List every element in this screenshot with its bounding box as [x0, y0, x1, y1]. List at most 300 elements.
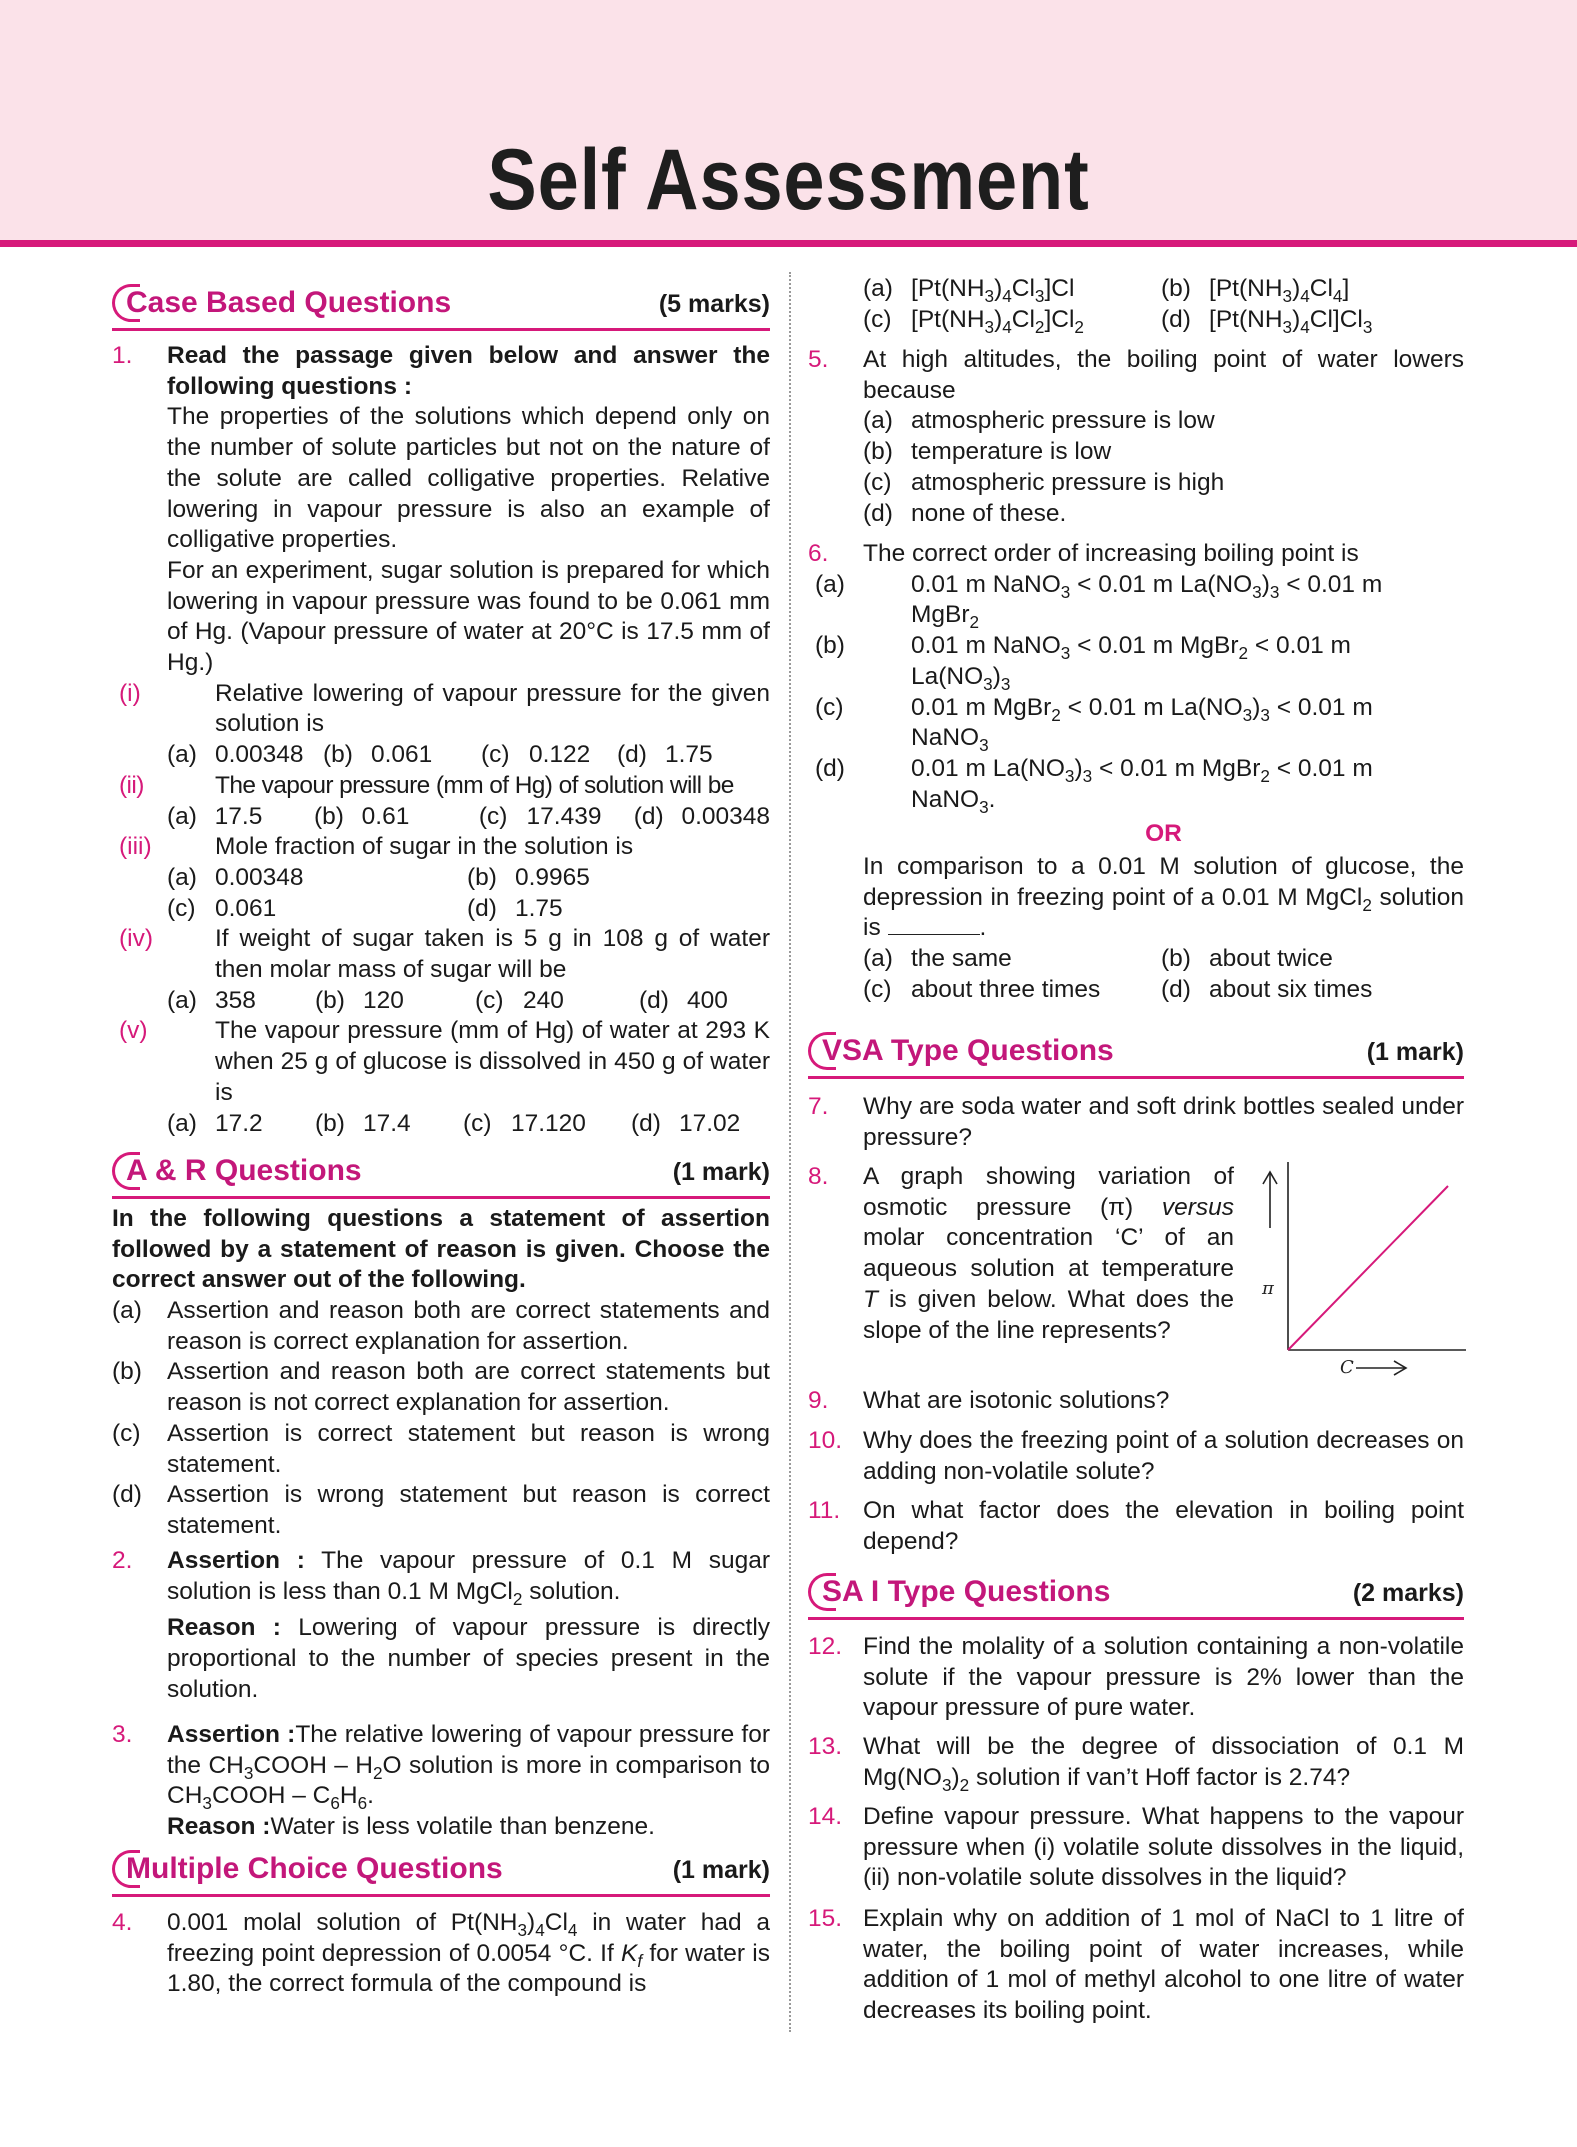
option-label: (b)	[315, 1109, 345, 1137]
option-label: (b)	[1161, 275, 1191, 302]
sub-question-text: The vapour pressure (mm of Hg) of solution will be	[215, 771, 734, 799]
section-marks: (1 mark)	[672, 1158, 770, 1186]
assertion-label: Assertion :	[167, 1547, 305, 1574]
text: <	[1254, 632, 1270, 660]
option-label: (a)	[167, 741, 197, 769]
text: 0.01 m	[1307, 570, 1383, 598]
option-text: 17.120	[511, 1109, 586, 1137]
subscript: 3	[979, 735, 989, 756]
option-label: (d)	[633, 802, 664, 830]
option-text: 17.2	[215, 1109, 263, 1137]
option-label: (b)	[467, 863, 497, 891]
question-number: 9.	[808, 1387, 829, 1414]
question-number: 1.	[112, 342, 133, 369]
text: )	[527, 1909, 536, 1936]
assertion-text: The vapour pressure of 0.1 M sugar solution is less than 0.1 M MgCl	[167, 1547, 770, 1605]
text: What will be the degree of dissociation of 0.1 M Mg(NO	[863, 1733, 1464, 1791]
question-number: 12.	[808, 1633, 843, 1660]
text: 0.01 m	[1088, 693, 1164, 721]
text: <	[1077, 632, 1092, 660]
text: Cl	[1051, 305, 1075, 333]
question-text	[863, 1732, 1464, 1793]
option-label: (c)	[167, 894, 196, 922]
passage-paragraph: For an experiment, sugar solution is prepared for which lowering in vapour pressure was found to be 0.061 mm of Hg. (Vapour pressure of water at 20°C is 17.5 mm of Hg.)	[167, 556, 770, 677]
option-text: 0.00348	[215, 863, 304, 891]
option-text: Assertion and reason both are correct statements and reason is correct explanation for assertion.	[167, 1297, 770, 1355]
option-text: 17.439	[526, 802, 602, 830]
text: Cl	[544, 1909, 568, 1936]
option-text: $[Pt(NH_3)_4Cl_3]Cl$	[911, 275, 1075, 306]
sub-question	[119, 1016, 770, 1108]
option-label: (d)	[467, 894, 497, 922]
sub-question	[119, 771, 770, 802]
text: for water is 1.80, the correct formula of the compound is	[167, 1939, 770, 1998]
assertion-text: O solution is more in comparison to CH	[167, 1751, 770, 1810]
passage-paragraph: The properties of the solutions which depend only on the number of solute particles but not on the nature of the solute are called colligative properties. Relative lowering in vapour pressure is also an example of colligative properties.	[167, 403, 770, 554]
question-number: 14.	[808, 1803, 843, 1830]
option-text: 358	[215, 986, 256, 1014]
assertion-text: .	[367, 1782, 374, 1810]
option-text: 1.75	[515, 894, 563, 922]
reason-label: Reason :	[167, 1813, 271, 1841]
section-title: SA I Type Questions	[822, 1575, 1111, 1608]
text: 0.01 m	[911, 754, 986, 782]
text: solution is	[863, 883, 1464, 942]
section-title: A & R Questions	[126, 1154, 362, 1187]
option-label: (c)	[815, 693, 844, 721]
text: <	[1276, 754, 1292, 782]
subscript: 2	[959, 1774, 970, 1795]
text: NaNO	[911, 724, 980, 752]
text: In comparison to a 0.01 M solution of glucose, the depression in freezing point of a 0.01 M MgCl	[863, 853, 1464, 911]
subscript: 3	[1242, 704, 1253, 725]
question-7	[808, 1092, 1464, 1153]
pi-vs-c-line	[1288, 1186, 1448, 1350]
option-label: (b)	[323, 741, 353, 769]
subscript: 2	[1260, 765, 1270, 786]
text: Cl	[1011, 305, 1035, 333]
subscript: 4	[1300, 286, 1310, 306]
option: (b) 0.01 m NaNO$_3$ < 0.01 m MgBr$_2$ < 0.01 m $La(NO_3)_3$	[815, 632, 1351, 694]
option-text: about three times	[911, 975, 1101, 1003]
question-4	[112, 1908, 770, 2000]
option-text: Assertion and reason both are correct statements but reason is not correct explanation for assertion.	[167, 1358, 770, 1417]
options-row	[863, 274, 1464, 305]
subscript: 4	[535, 1920, 545, 1940]
osmotic-pressure-graph	[1248, 1160, 1468, 1385]
section-title: Multiple Choice Questions	[126, 1852, 503, 1885]
question-14	[808, 1802, 1464, 1894]
option-label: (c)	[863, 468, 892, 496]
reason	[167, 1812, 770, 1843]
subscript: 2	[372, 1762, 383, 1783]
text: K	[621, 1939, 638, 1967]
option-label: (d)	[1161, 305, 1191, 333]
text: T	[863, 1285, 878, 1313]
section-marks: (1 mark)	[672, 1856, 770, 1884]
question-text	[863, 1162, 1234, 1346]
assertion-text: solution.	[522, 1577, 621, 1605]
text: Cl	[1339, 305, 1363, 333]
text: Pt(NH	[917, 275, 985, 302]
subscript: 3	[979, 796, 989, 817]
option-label: (b)	[112, 1358, 142, 1386]
question-text	[167, 1908, 770, 2000]
subscript: 4	[1002, 316, 1012, 337]
question-number: 5.	[808, 346, 829, 373]
question-10	[808, 1426, 1464, 1487]
sub-question	[119, 679, 770, 740]
question-9	[808, 1386, 1464, 1417]
question-number: 8.	[808, 1163, 829, 1190]
subscript: 3	[1282, 316, 1293, 337]
section-marks: (2 marks)	[1352, 1579, 1464, 1607]
subscript: 3	[1282, 286, 1293, 306]
subscript: 3	[1064, 765, 1075, 786]
options-row	[167, 894, 770, 925]
options-row	[863, 305, 1464, 336]
subscript: 3	[517, 1920, 528, 1940]
question-number: 3.	[112, 1721, 133, 1748]
option-label: (b)	[313, 802, 344, 830]
option	[863, 499, 1464, 530]
text: .	[988, 785, 996, 813]
option-text: 17.4	[363, 1109, 411, 1137]
sub-question-label: (i)	[119, 679, 141, 707]
option: (c) 0.01 m MgBr$_2$ < 0.01 m $La(NO_3)_3 < 0.01$ m NaNO$_3$	[815, 693, 1373, 756]
option-text: 0.122	[529, 741, 591, 769]
reason-text: Lowering of vapour pressure is directly proportional to the number of species present in the solution.	[167, 1614, 771, 1703]
sub-question	[119, 924, 770, 985]
subscript: 2	[1074, 316, 1084, 337]
option-text: atmospheric pressure is high	[911, 468, 1225, 496]
assertion	[167, 1720, 770, 1812]
question-8	[808, 1162, 1234, 1346]
option-text: 0.00348	[215, 741, 304, 769]
subscript: 2	[1238, 643, 1249, 664]
text: .	[979, 914, 987, 942]
text: NaNO	[992, 570, 1061, 598]
subscript: 3	[1060, 581, 1071, 602]
option-label: (a)	[863, 407, 893, 435]
option-label: (c)	[463, 1109, 492, 1137]
text: 0.01 m	[1098, 632, 1174, 660]
ar-instruction: In the following questions a statement of assertion followed by a statement of reason is given. Choose the correct answer out of the following.	[112, 1205, 770, 1294]
text: <	[1077, 570, 1092, 598]
subscript: 3	[1269, 581, 1280, 602]
question-1	[112, 341, 770, 1139]
option-text: 17.02	[679, 1109, 741, 1137]
option-label: (c)	[481, 741, 510, 769]
ar-option	[112, 1419, 770, 1480]
section-marks: (1 mark)	[1366, 1038, 1464, 1066]
text: Pt(NH	[1215, 305, 1283, 333]
question-text: Define vapour pressure. What happens to the vapour pressure when (i) volatile solute dissolves in the liquid, (ii) non-volatile solute dissolves in the liquid?	[863, 1803, 1464, 1892]
text: La(NO	[1180, 570, 1253, 598]
text: 0.01 m	[1297, 754, 1373, 782]
option-text: atmospheric pressure is low	[911, 407, 1215, 435]
sub-question-label: (iii)	[119, 833, 152, 861]
text: NaNO	[992, 632, 1061, 660]
x-axis-label: C	[1340, 1357, 1354, 1378]
subscript: 4	[1332, 286, 1343, 306]
subscript: 3	[1060, 643, 1071, 664]
subscript: 3	[202, 1793, 212, 1814]
text: 0.01 m	[1098, 570, 1174, 598]
question-15	[808, 1904, 1464, 2027]
sub-question-text: Mole fraction of sugar in the solution is	[215, 833, 634, 861]
ar-options	[112, 1296, 770, 1542]
text: <	[1067, 693, 1082, 721]
text: Cl	[1051, 275, 1075, 302]
question-number: 11.	[808, 1497, 841, 1524]
option-text: 240	[523, 986, 564, 1014]
subscript: 4	[567, 1920, 578, 1940]
question-number: 10.	[808, 1427, 843, 1454]
question-text: Explain why on addition of 1 mol of NaCl to 1 litre of water, the boiling point of water increases, while addition of 1 mol of methyl alcohol to one litre of water decreases its boiling point.	[863, 1905, 1464, 2025]
answer-blank	[888, 934, 980, 935]
page-title: Self Assessment	[487, 132, 1090, 228]
text: <	[1276, 693, 1292, 721]
question-13	[808, 1732, 1464, 1793]
section-header-sa1	[808, 1567, 1464, 1620]
subscript: 2	[1051, 704, 1061, 725]
text: )	[951, 1763, 960, 1791]
sub-question-text: The vapour pressure (mm of Hg) of water at 293 K when 25 g of glucose is dissolved in 450 g of water is	[215, 1017, 770, 1106]
sub-question-text: If weight of sugar taken is 5 g in 108 g of water then molar mass of sugar will be	[215, 925, 770, 984]
subscript: 3	[1000, 673, 1011, 694]
subscript: 2	[1362, 894, 1372, 915]
question-11	[808, 1496, 1464, 1557]
option-text: 1.75	[665, 741, 713, 769]
option-text: 0.061	[371, 741, 433, 769]
text: MgBr	[1201, 754, 1261, 782]
text: NaNO	[911, 785, 980, 813]
question-4-options	[808, 274, 1464, 335]
text: molar concentration ‘C’ of an aqueous solution at temperature	[863, 1224, 1234, 1283]
question-number: 6.	[808, 540, 829, 567]
text: <	[1098, 754, 1114, 782]
question-instruction: Read the passage given below and answer the following questions :	[167, 342, 770, 400]
ar-option	[112, 1357, 770, 1418]
question-3	[112, 1720, 770, 1843]
subscript: 3	[941, 1774, 952, 1795]
question-number: 2.	[112, 1547, 133, 1574]
section-header-case-based	[112, 278, 770, 331]
subscript: 3	[984, 286, 995, 306]
subscript: 3	[1252, 581, 1262, 602]
options-row	[167, 740, 770, 771]
option-label: (c)	[475, 986, 504, 1014]
text: 0.01 m	[1120, 754, 1195, 782]
question-number: 13.	[808, 1733, 843, 1760]
text: Cl	[1309, 305, 1333, 333]
subscript: 2	[1034, 316, 1045, 337]
option	[863, 468, 1464, 499]
question-number: 15.	[808, 1905, 843, 1932]
option-text: 400	[687, 986, 728, 1014]
reason	[167, 1613, 770, 1705]
sub-question	[119, 832, 770, 863]
question-number: 7.	[808, 1093, 829, 1120]
option-label: (d)	[863, 499, 893, 527]
subscript: f	[637, 1950, 643, 1971]
text: Cl	[1309, 275, 1333, 302]
question-number: 4.	[112, 1909, 133, 1936]
option-label: (a)	[167, 863, 197, 891]
subscript: 6	[357, 1793, 368, 1814]
assertion-label: Assertion :	[167, 1721, 296, 1748]
option-label: (a)	[863, 275, 893, 302]
text: MgBr	[911, 601, 970, 629]
text: La(NO	[911, 662, 984, 690]
option-text: $[Pt(NH_3)_4Cl]Cl_3$	[1209, 305, 1373, 337]
section-marks: (5 marks)	[658, 290, 770, 318]
option-text: 0.00348	[681, 802, 770, 830]
sub-question-label: (ii)	[119, 771, 144, 799]
option-text: 120	[363, 986, 404, 1014]
header-rule	[0, 240, 1577, 247]
question-5	[808, 345, 1464, 529]
text: versus	[1161, 1193, 1234, 1221]
option-label: (b)	[1161, 945, 1191, 973]
option-text: about six times	[1209, 975, 1373, 1003]
text: is given below. What does the slope of the line represents?	[863, 1285, 1234, 1344]
question-12	[808, 1632, 1464, 1724]
subscript: 6	[330, 1793, 340, 1814]
subscript: 3	[984, 316, 995, 337]
text: Pt(NH	[1215, 275, 1283, 302]
option-label: (a)	[167, 1109, 197, 1137]
assertion-text: COOH – C	[211, 1782, 331, 1810]
assertion	[167, 1546, 770, 1607]
option-label: (d)	[112, 1481, 142, 1509]
option-text: 17.5	[214, 802, 263, 830]
option-label: (d)	[617, 741, 647, 769]
assertion-text: H	[339, 1782, 358, 1810]
question-2	[112, 1546, 770, 1706]
section-header-vsa	[808, 1026, 1464, 1079]
option: (d) 0.01 m $La(NO_3)_3 < 0.01$ m MgBr$_2$ < 0.01 m NaNO$_3$.	[815, 754, 1373, 817]
option-label: (b)	[815, 632, 845, 660]
text: 0.01 m	[1297, 693, 1373, 721]
section-title: Case Based Questions	[126, 286, 452, 319]
text: MgBr	[1180, 632, 1239, 660]
option-label: (a)	[863, 945, 893, 973]
text: A graph showing variation of osmotic pressure (π)	[863, 1163, 1234, 1221]
options-row	[863, 944, 1464, 975]
text: La(NO	[992, 754, 1065, 782]
question-text: Why are soda water and soft drink bottles sealed under pressure?	[863, 1093, 1464, 1151]
option-label: (a)	[167, 802, 197, 830]
subscript: 3	[243, 1762, 254, 1783]
option-text: Assertion is wrong statement but reason is correct statement.	[167, 1481, 770, 1539]
question-text: The correct order of increasing boiling point is	[863, 540, 1359, 567]
subscript: 2	[969, 612, 980, 633]
option-label: (d)	[631, 1109, 661, 1137]
option-label: (d)	[1161, 975, 1191, 1003]
subscript: 3	[1362, 316, 1373, 337]
text: 0.01 m	[1276, 632, 1351, 660]
question-text: Why does the freezing point of a solution decreases on adding non-volatile solute?	[863, 1427, 1464, 1485]
text: Pt(NH	[917, 305, 985, 333]
subscript: 3	[1082, 765, 1093, 786]
option-text: 0.61	[361, 802, 410, 830]
y-axis-label: π	[1262, 1278, 1274, 1299]
option-label: (a)	[112, 1297, 142, 1324]
sub-question-text: Relative lowering of vapour pressure for the given solution is	[215, 679, 770, 738]
subscript: 4	[1002, 286, 1012, 306]
option-label: (b)	[315, 986, 345, 1014]
question-text: What are isotonic solutions?	[863, 1387, 1170, 1414]
assertion-text: The relative lowering of vapour pressure for the CH	[167, 1721, 770, 1779]
reason-text: Water is less volatile than benzene.	[270, 1813, 655, 1841]
option: (a) 0.01 m NaNO$_3$ < 0.01 m $La(NO_3)_3 < 0.01$ m MgBr$_2$	[815, 570, 1383, 633]
question-text: Find the molality of a solution containing a non-volatile solute if the vapour pressure is 2% lower than the vapour pressure of pure water.	[863, 1633, 1464, 1722]
option-text: Assertion is correct statement but reason is wrong statement.	[167, 1419, 770, 1478]
question-text: On what factor does the elevation in boiling point depend?	[863, 1497, 1464, 1555]
option	[863, 437, 1464, 468]
subscript: 2	[512, 1588, 523, 1609]
ar-option	[112, 1480, 770, 1541]
sub-question-label: (iv)	[119, 925, 154, 953]
option-label: (a)	[815, 570, 845, 598]
section-header-ar	[112, 1146, 770, 1199]
option-label: (d)	[639, 986, 669, 1014]
or-separator: OR	[1145, 820, 1182, 848]
text: MgBr	[992, 693, 1052, 721]
option-label: (c)	[863, 975, 892, 1003]
option-text: 0.061	[215, 894, 277, 922]
section-header-mcq	[112, 1844, 770, 1897]
ar-option	[112, 1296, 770, 1357]
text: Cl	[1011, 275, 1035, 302]
column-divider	[789, 272, 791, 2032]
option-label: (c)	[863, 305, 892, 333]
text: 0.01 m	[911, 570, 986, 598]
option-text: $[Pt(NH_3)_4Cl_2]Cl_2$	[911, 305, 1084, 337]
options-row	[167, 986, 770, 1017]
options-row	[167, 802, 770, 833]
text: 0.001 molal solution of Pt(NH	[167, 1909, 518, 1936]
text: La(NO	[1170, 693, 1243, 721]
question-6	[808, 539, 1464, 1006]
text: in water had a freezing point depression of 0.0054 °C. If	[167, 1909, 770, 1967]
text: 0.01 m	[911, 632, 986, 660]
options-row	[167, 1109, 770, 1140]
option-label: (c)	[478, 802, 508, 830]
option-label: (a)	[167, 986, 197, 1014]
assertion-text: COOH – H	[253, 1751, 373, 1779]
option-label: (b)	[863, 438, 893, 466]
option-text: the same	[911, 945, 1012, 973]
options-row	[863, 975, 1464, 1006]
option-text: 0.9965	[515, 863, 590, 891]
option	[863, 406, 1464, 437]
option-text: none of these.	[911, 499, 1067, 527]
section-title: VSA Type Questions	[822, 1034, 1114, 1067]
subscript: 3	[983, 673, 993, 694]
sub-question-label: (v)	[119, 1017, 148, 1045]
reason-label: Reason :	[167, 1614, 281, 1642]
text: 0.01 m	[911, 693, 986, 721]
text: solution if van’t Hoff factor is 2.74?	[969, 1763, 1351, 1791]
options-row	[167, 863, 770, 894]
option-label: (d)	[815, 754, 845, 782]
subscript: 3	[1260, 704, 1270, 725]
option-text: $[Pt(NH_3)_4Cl_4]$	[1209, 275, 1350, 306]
question-text: At high altitudes, the boiling point of water lowers because	[863, 346, 1464, 404]
